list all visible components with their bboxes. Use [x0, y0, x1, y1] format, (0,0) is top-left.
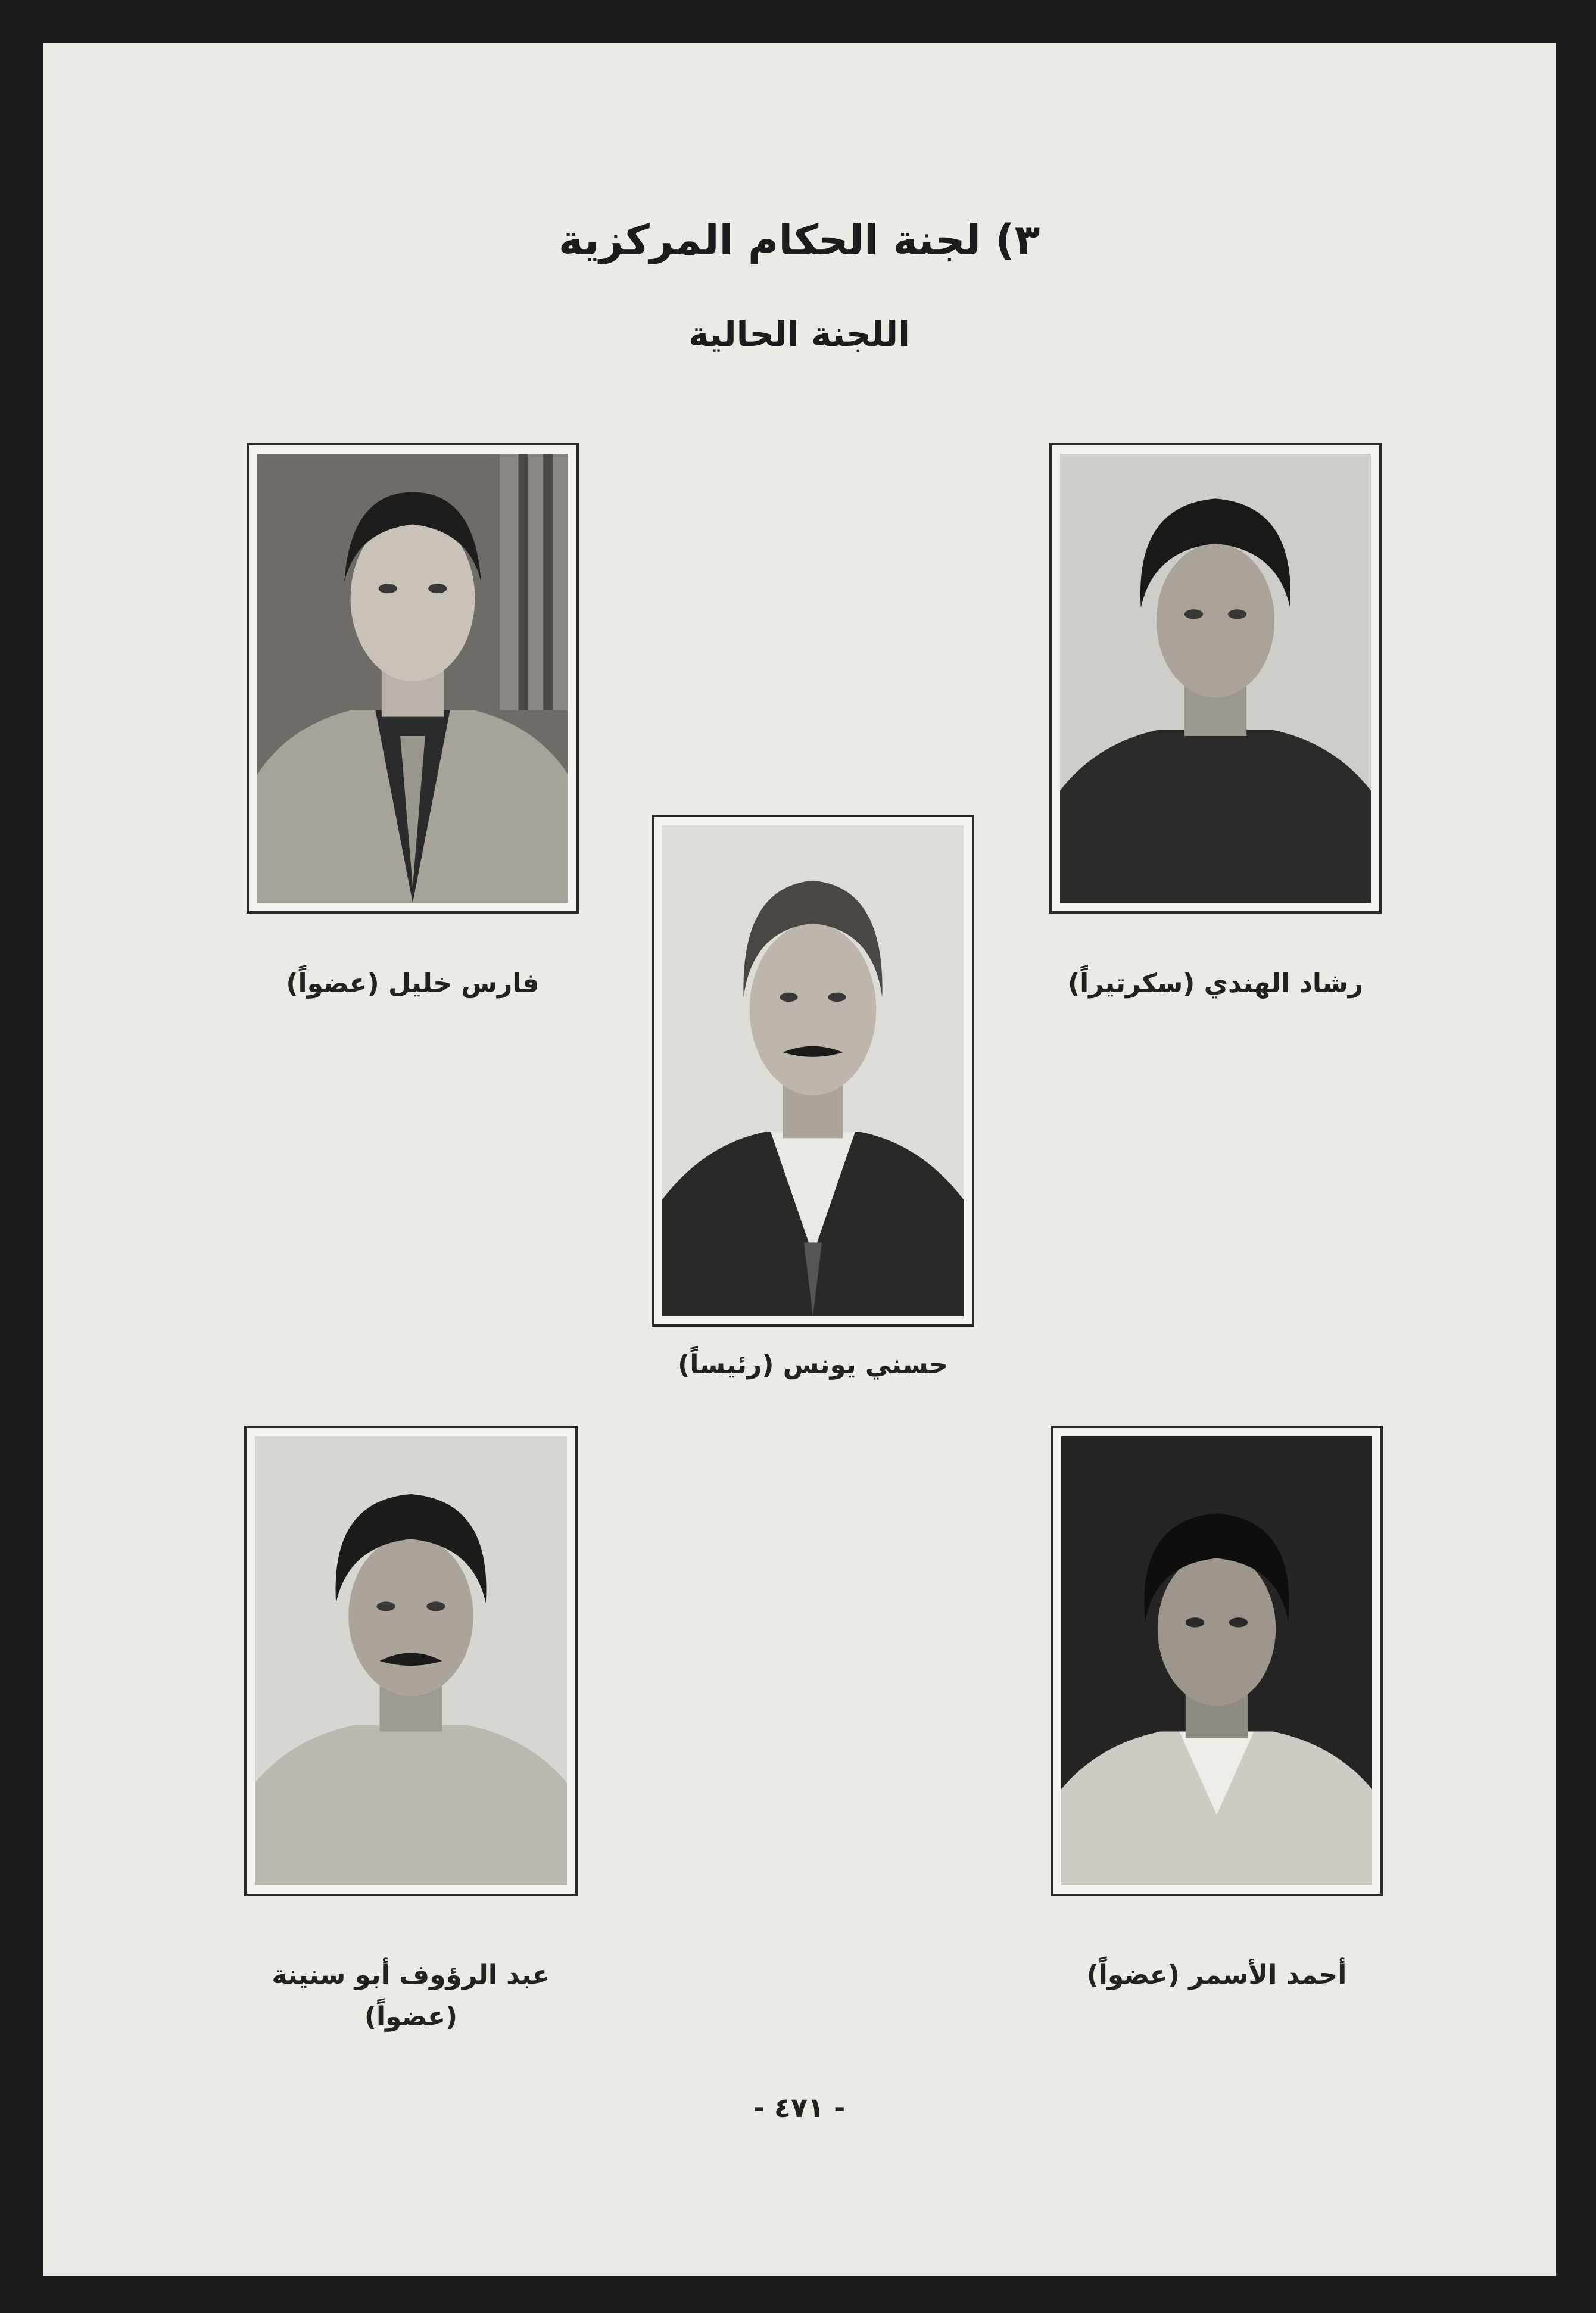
photo-husni-younis [652, 815, 974, 1327]
portrait-image [1060, 454, 1371, 903]
photo-ahmad-al-asmar [1051, 1426, 1383, 1896]
portrait-image [255, 1436, 567, 1885]
page-title: ٣) لجنة الحكام المركزية [558, 216, 1040, 264]
portrait-image [662, 825, 964, 1316]
caption-faris-khalil: فارس خليل (عضواً) [286, 968, 540, 999]
caption-ahmad-al-asmar: أحمد الأسمر (عضواً) [1086, 1960, 1347, 1990]
page-subtitle: اللجنة الحالية [688, 314, 911, 354]
portrait-image [257, 454, 568, 903]
caption-name-line: عبد الرؤوف أبو سنينة [272, 1960, 550, 1990]
document-page [43, 43, 1556, 2276]
photo-faris-khalil [247, 443, 579, 914]
caption-role-line: (عضواً) [364, 2002, 458, 2032]
photo-abdul-raouf-abu-sneineh [244, 1426, 578, 1896]
portrait-image [1061, 1436, 1372, 1885]
caption-husni-younis: حسني يونس (رئيساً) [678, 1349, 948, 1380]
caption-rashad-al-hindi: رشاد الهندي (سكرتيراً) [1067, 968, 1364, 999]
page-number: - ٤٧١ - [753, 2091, 846, 2124]
photo-rashad-al-hindi [1049, 443, 1382, 914]
caption-abdul-raouf-abu-sneineh [244, 1954, 578, 2038]
